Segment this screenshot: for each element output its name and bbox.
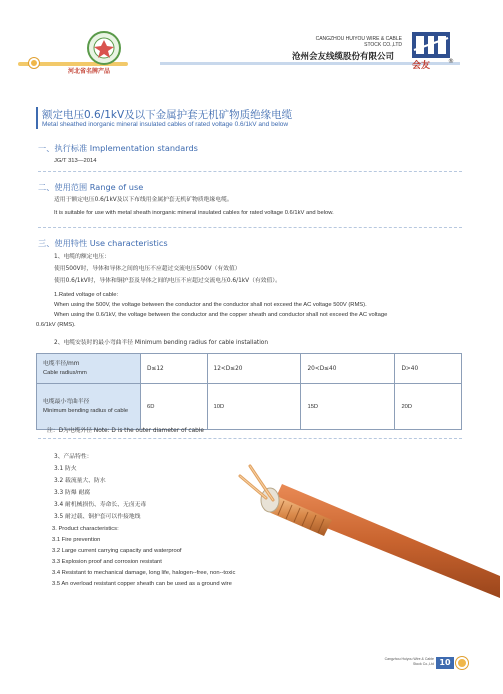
page-title-cn: 额定电压0.6/1kV及以下金属护套无机矿物质绝缘电缆 [42,109,293,121]
footer-company-line2: Stock Co.,Ltd [412,662,434,666]
table-note: 注：D为电缆外径 Note: D is the outer diameter of cable [47,428,204,434]
footer-company-line1: Cangzhou Huiyou Wire & Cable [384,657,434,661]
bending-radius-title: 2、电缆安装时的最小弯曲半径 Minimum bending radius for cable installation [54,340,269,346]
page-title-en: Metal sheathed inorganic mineral insulated cables of rated voltage 0.6/1kV and below [42,121,289,128]
rated-voltage-en-a: When using the 500V, the voltage between the conductor and the conductor shall not exceed the AC voltage 500V (RMS). [54,302,367,308]
registered-mark: ® [448,58,454,65]
characteristic-item-en: 3.3 Explosion proof and corrosion resistant [52,559,162,565]
brand-badge-logo [86,30,122,66]
company-name-cn: 沧州会友线缆股份有限公司 [292,52,395,62]
characteristic-item-en: 3.4 Resistant to mechanical damage, long life, halogen--free, non--toxic [52,570,236,576]
characteristic-item-cn: 3.1 防火 [54,466,77,472]
table-cell: D≤12 [141,354,208,384]
characteristic-item-cn: 3.4 耐机械损伤、寿命长、无卤无毒 [54,502,147,508]
table-row-header [37,384,141,430]
company-name-en [310,36,402,48]
rated-voltage-en-b1: When using the 0.6/1kV, the voltage between the conductor and the copper sheath and conductor shall not exceed the AC voltage [54,312,388,318]
header-dot-icon [29,58,39,68]
characteristics-title-en: 3. Product characteristics: [52,526,119,532]
rated-voltage-title: 1、电缆的额定电压： [54,254,110,260]
table-row-header [37,354,141,384]
range-text-en: It is suitable for use with metal sheath inorganic mineral insulated cables for rated voltage 0.6/1kV and below. [54,210,334,216]
table-cell: 20D [395,384,462,430]
section-divider [38,438,462,439]
characteristic-item-en: 3.1 Fire prevention [52,537,101,543]
company-name-en-line2: STOCK CO.,LTD [364,42,402,48]
section-divider [38,227,462,228]
min-bending-label-cn: 电缆最小弯曲半径 [43,398,90,405]
rated-voltage-en-b2: 0.6/1kV (RMS). [36,322,76,328]
title-accent-bar [36,107,38,129]
section-heading-characteristics: 三、使用特性 Use characteristics [38,238,168,248]
huiyou-logo-text: 会友 [412,61,431,71]
rated-voltage-cn-b: 使用0.6/1kV时，导体和铜护套及导体之间的电压不应超过交流电压0.6/1kV（有效值）。 [54,278,281,284]
rated-voltage-en-title: 1.Rated voltage of cable: [54,292,119,298]
section-divider [38,171,462,172]
range-text-cn: 适用于额定电压0.6/1kV及以下布线用金属护套无机矿物质绝缘电缆。 [54,197,233,203]
table-cell: 20<D≤40 [301,354,395,384]
characteristic-item-en: 3.2 Large current carrying capacity and waterproof [52,548,182,554]
cable-product-image [232,458,502,598]
section-heading-range: 二、使用范围 Range of use [38,182,144,192]
characteristics-title: 3、产品特性： [54,454,93,460]
brand-text: 河北省名牌产品 [68,68,111,75]
table-row [37,354,462,384]
table-cell: 6D [141,384,208,430]
table-cell: 12<D≤20 [207,354,301,384]
company-name-en-line1: CANGZHOU HUIYOU WIRE & CABLE [315,36,402,42]
cable-radius-label-en: Cable radius/mm [43,369,87,376]
page-header [0,0,503,80]
characteristic-item-cn: 3.5 耐过载、铜护套可以作接地线 [54,514,141,520]
characteristic-item-en: 3.5 An overload resistant copper sheath can be used as a ground wire [52,581,232,587]
section-heading-standards: 一、执行标准 Implementation standards [38,143,198,153]
characteristic-item-cn: 3.3 防爆 耐腐 [54,490,91,496]
standard-code: JG/T 313—2014 [54,158,97,164]
table-row [37,384,462,430]
huiyou-logo-icon [410,30,452,60]
table-cell: 10D [207,384,301,430]
table-cell: 15D [301,384,395,430]
table-cell: D>40 [395,354,462,384]
footer-company [384,657,434,667]
rated-voltage-cn-a: 使用500V时，导体和导体之间的电压不应超过交流电压500V（有效值） [54,266,241,272]
bending-radius-table [36,353,462,430]
min-bending-label-en: Minimum bending radius of cable [43,407,129,414]
page-number: 10 [436,657,454,669]
cable-radius-label-cn: 电缆半径/mm [43,360,80,367]
footer-dot-icon [456,657,468,669]
characteristic-item-cn: 3.2 载流量大、防水 [54,478,106,484]
